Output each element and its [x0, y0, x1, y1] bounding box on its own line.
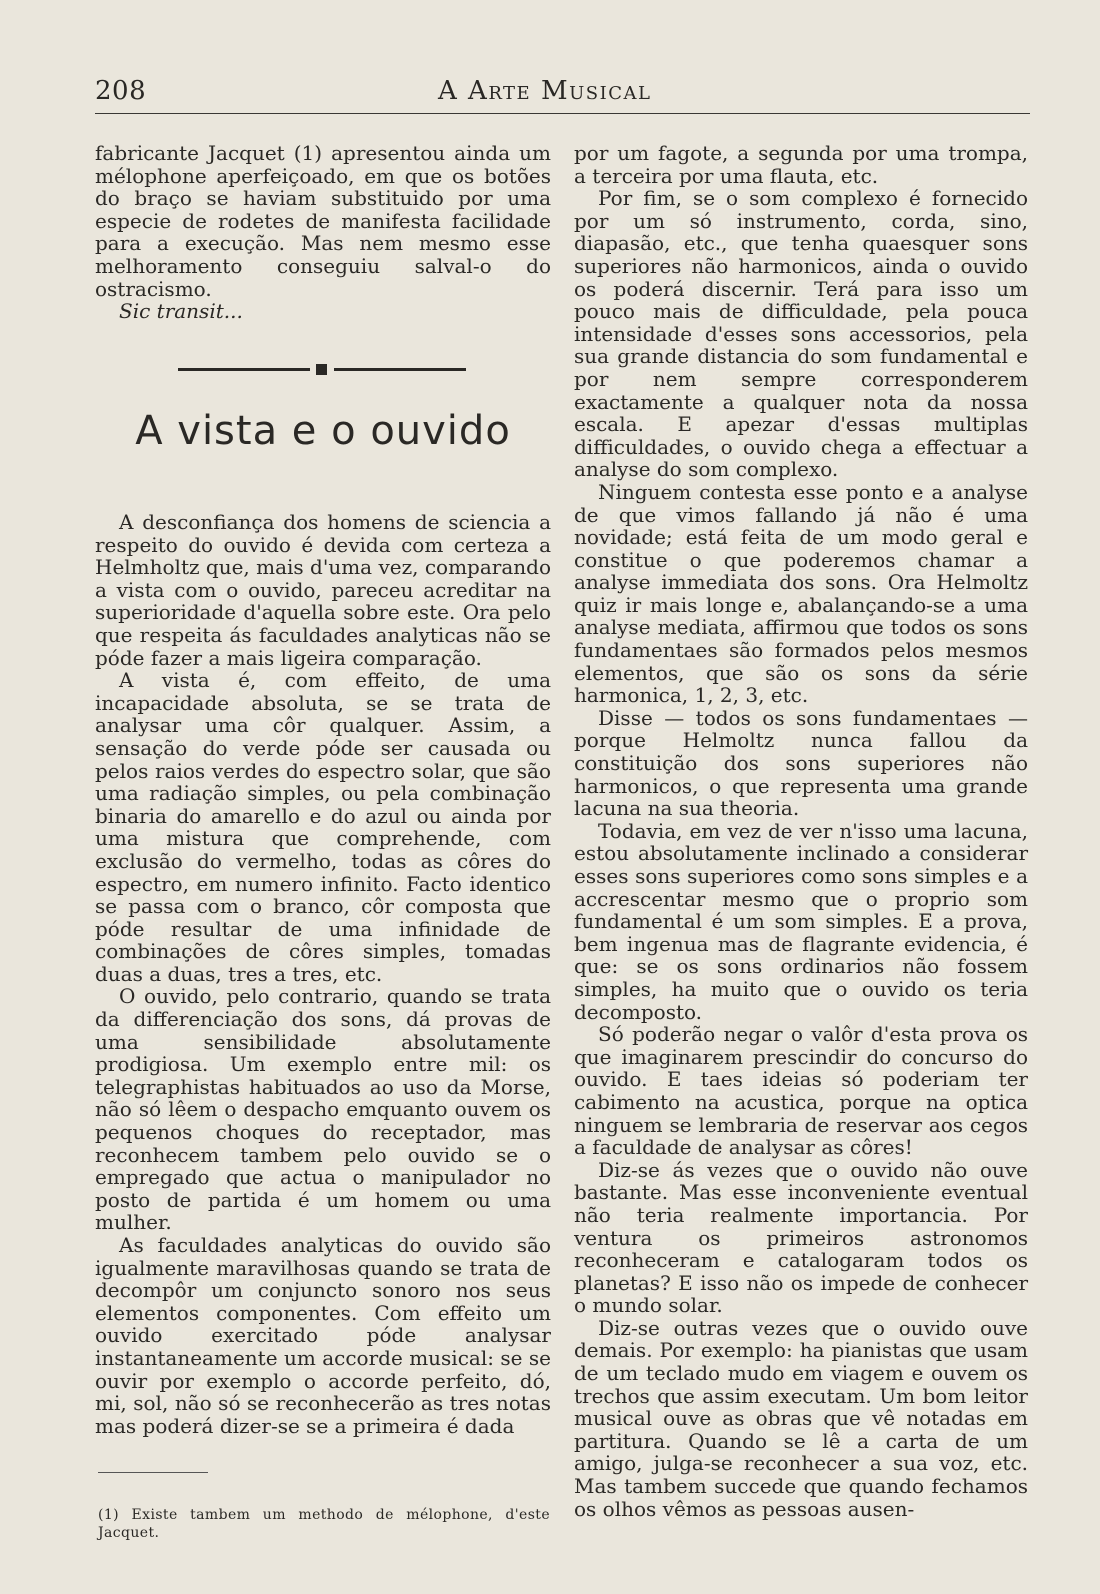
paragraph: A vista é, com effeito, de uma incapacidade absoluta, se se trata de analysar uma côr qualquer. Assim, a sensação do verde póde ser causada ou pelos raios verdes do espectro solar, que são uma radiação simples, ou pela combinação binaria do amarello e do azul ou ainda por uma mistura que comprehende, com exclusão do vermelho, todas as côres do espectro, em numero infinito. Facto identico se passa com o branco, côr composta que póde resultar de uma infinidade de combinações de côres simples, tomadas duas a duas, tres a tres, etc.: [95, 668, 551, 986]
paragraph: Sic transit...: [119, 299, 243, 324]
page-number: 208: [95, 76, 147, 106]
running-title: A Arte Musical: [438, 76, 652, 106]
page-header: [95, 76, 1030, 110]
footnote: (1) Existe tambem um methodo de mélophone, d'este Jacquet.: [98, 1507, 550, 1541]
paragraph: O ouvido, pelo contrario, quando se trata da differenciação dos sons, dá provas de uma sensibilidade absolutamente prodigiosa. Um exemplo entre mil: os telegraphistas habituados ao uso da Morse, não só lêem o despacho emquanto ouvem os pequenos choques do receptador, mas reconhecem tambem pelo ouvido se o empregado que actua o manipulador no posto de partida é um homem ou uma mulher.: [95, 984, 551, 1235]
left-column-top: [95, 142, 551, 323]
paragraph: Só poderão negar o valôr d'esta prova os que imaginarem prescindir do concurso do ouvido. E taes ideias só poderiam ter cabimento na acustica, porque na optica ninguem se lembraria de reservar aos cegos a faculdade de analysar as côres!: [574, 1022, 1028, 1160]
paragraph: A desconfiança dos homens de sciencia a respeito do ouvido é devida com certeza a Helmholtz que, mais d'uma vez, comparando a vista com o ouvido, pareceu acreditar na superioridade d'aquella sobre este. Ora pelo que respeita ás faculdades analyticas não se póde fazer a mais ligeira comparação.: [95, 510, 551, 670]
paragraph: Diz-se outras vezes que o ouvido ouve demais. Por exemplo: ha pianistas que usam de um teclado mudo em viagem e ouvem os trechos que assim executam. Um bom leitor musical ouve as obras que vê notadas em partitura. Quando se lê a carta de um amigo, julga-se reconhecer a sua voz, etc. Mas tambem succede que quando fechamos os olhos vêmos as pessoas ausen-: [574, 1315, 1028, 1521]
header-rule: [95, 113, 1030, 114]
paragraph: As faculdades analyticas do ouvido são igualmente maravilhosas quando se trata de decompôr um conjuncto sonoro nos seus elementos componentes. Com effeito um ouvido exercitado póde analysar instantaneamente um accorde musical: se se ouvir por exemplo o accorde perfeito, dó, mi, sol, não só se reconhecerão as tres notas mas poderá dizer-se se a primeira é dada: [95, 1233, 551, 1438]
section-ornament: [178, 364, 466, 374]
paragraph: Todavia, em vez de ver n'isso uma lacuna, estou absolutamente inclinado a considerar esses sons superiores como sons simples e a accrescentar mesmo que o proprio som fundamental é um som simples. E a prova, bem ingenua mas de flagrante evidencia, é que: se os sons ordinarios não fossem simples, ha muito que o ouvido os teria decomposto.: [574, 818, 1028, 1024]
article-title: A vista e o ouvido: [135, 408, 511, 454]
paragraph: fabricante Jacquet (1) apresentou ainda um mélophone aperfeiçoado, em que os botões do braço se haviam substituido por uma especie de rodetes de manifesta facilidade para a execução. Mas nem mesmo esse melhoramento conseguiu salval-o do ostracismo.: [95, 141, 551, 301]
paragraph: Ninguem contesta esse ponto e a analyse de que vimos fallando já não é uma novidade; está feita de um modo geral e constitue o que poderemos chamar a analyse immediata dos sons. Ora Helmoltz quiz ir mais longe e, abalançando-se a uma analyse mediata, affirmou que todos os sons fundamentaes são formados pelos mesmos elementos, que são os sons da série harmonica, 1, 2, 3, etc.: [574, 479, 1028, 708]
paragraph: por um fagote, a segunda por uma trompa, a terceira por uma flauta, etc.: [574, 141, 1028, 188]
right-column: [574, 142, 1028, 1520]
footnote-rule: [98, 1472, 208, 1473]
paragraph: Disse — todos os sons fundamentaes — porque Helmoltz nunca fallou da constituição dos sons superiores não harmonicos, o que representa uma grande lacuna na sua theoria.: [574, 705, 1028, 821]
paragraph: Diz-se ás vezes que o ouvido não ouve bastante. Mas esse inconveniente eventual não teria realmente importancia. Por ventura os primeiros astronomos reconheceram e catalogaram todos os planetas? E isso não os impede de conhecer o mundo solar.: [574, 1157, 1028, 1318]
left-column-article: [95, 511, 551, 1437]
paragraph: Por fim, se o som complexo é fornecido por um só instrumento, corda, sino, diapasão, etc., que tenha quaesquer sons superiores não harmonicos, ainda o ouvido os poderá discernir. Terá para isso um pouco mais de difficuldade, pela pouca intensidade d'esses sons accessorios, pela sua grande distancia do som fundamental e por nem sempre corresponderem exactamente a qualquer nota da nossa escala. E apezar d'essas multiplas difficuldades, o ouvido chega a effectuar a analyse do som complexo.: [574, 186, 1028, 482]
